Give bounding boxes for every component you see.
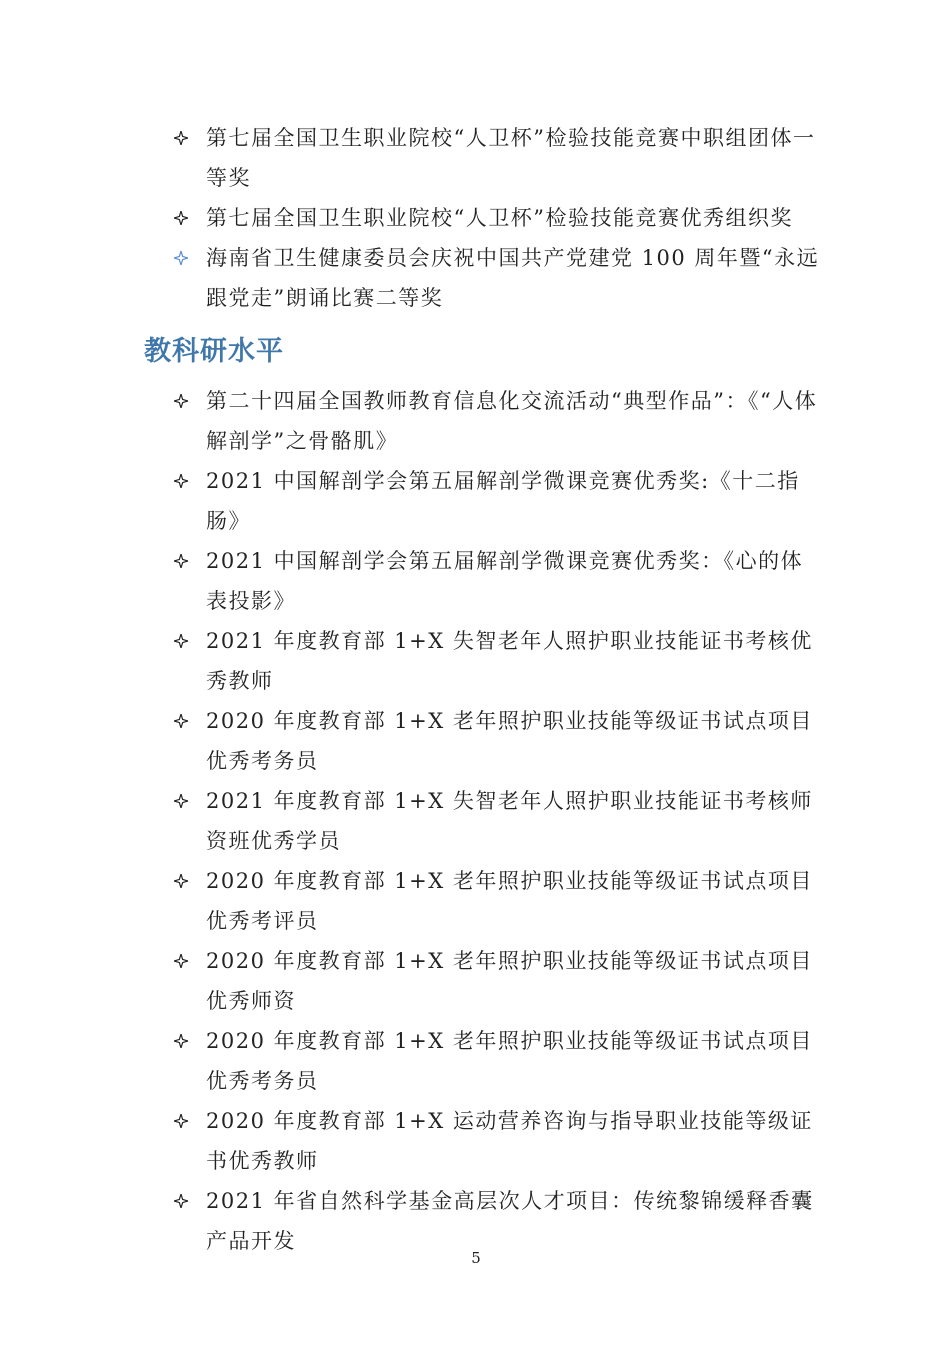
- diamond-star-icon: [170, 1021, 192, 1061]
- diamond-star-icon: [170, 381, 192, 421]
- list-item-text: 2020 年度教育部 1+X 运动营养咨询与指导职业技能等级证书优秀教师: [206, 1109, 813, 1173]
- section-heading: 教科研水平: [144, 336, 284, 367]
- diamond-star-icon: [170, 621, 192, 661]
- diamond-star-icon: [170, 1101, 192, 1141]
- list-item: [170, 238, 820, 318]
- list-item-text: 海南省卫生健康委员会庆祝中国共产党建党 100 周年暨“永远跟党走”朗诵比赛二等奖: [206, 246, 820, 310]
- list-item-text: 2021 中国解剖学会第五届解剖学微课竞赛优秀奖:《十二指肠》: [206, 469, 800, 533]
- list-item-text: 2021 年度教育部 1+X 失智老年人照护职业技能证书考核师资班优秀学员: [206, 789, 813, 853]
- list-item-text: 2021 中国解剖学会第五届解剖学微课竞赛优秀奖：《心的体表投影》: [206, 549, 804, 613]
- diamond-star-icon: [170, 198, 192, 238]
- list-item-text: 2021 年省自然科学基金高层次人才项目：传统黎锦缓释香囊产品开发: [206, 1189, 814, 1253]
- diamond-star-icon: [170, 701, 192, 741]
- list-item: [170, 621, 820, 701]
- list-item-text: 2020 年度教育部 1+X 老年照护职业技能等级证书试点项目优秀考务员: [206, 709, 813, 773]
- diamond-star-icon: [170, 238, 192, 278]
- list-item: [170, 941, 820, 1021]
- list-item: [170, 541, 820, 621]
- list-item-text: 第二十四届全国教师教育信息化交流活动“典型作品”：《“人体解剖学”之骨骼肌》: [206, 389, 818, 453]
- list-item-text: 第七届全国卫生职业院校“人卫杯”检验技能竞赛中职组团体一等奖: [206, 126, 816, 190]
- list-item: [170, 118, 820, 198]
- list-item-text: 2020 年度教育部 1+X 老年照护职业技能等级证书试点项目优秀考务员: [206, 1029, 813, 1093]
- list-item-text: 2020 年度教育部 1+X 老年照护职业技能等级证书试点项目优秀师资: [206, 949, 813, 1013]
- list-item-text: 第七届全国卫生职业院校“人卫杯”检验技能竞赛优秀组织奖: [206, 206, 793, 230]
- teaching-research-list: [170, 381, 820, 1261]
- page-number: 5: [471, 1249, 481, 1267]
- list-item-text: 2021 年度教育部 1+X 失智老年人照护职业技能证书考核优秀教师: [206, 629, 813, 693]
- list-item: [170, 198, 820, 238]
- diamond-star-icon: [170, 461, 192, 501]
- list-item: [170, 781, 820, 861]
- list-item: [170, 381, 820, 461]
- diamond-star-icon: [170, 781, 192, 821]
- awards-list: [170, 118, 820, 318]
- diamond-star-icon: [170, 941, 192, 981]
- diamond-star-icon: [170, 1181, 192, 1221]
- diamond-star-icon: [170, 118, 192, 158]
- list-item-text: 2020 年度教育部 1+X 老年照护职业技能等级证书试点项目优秀考评员: [206, 869, 813, 933]
- list-item: [170, 461, 820, 541]
- list-item: [170, 1021, 820, 1101]
- list-item: [170, 1101, 820, 1181]
- list-item: [170, 701, 820, 781]
- diamond-star-icon: [170, 861, 192, 901]
- diamond-star-icon: [170, 541, 192, 581]
- list-item: [170, 861, 820, 941]
